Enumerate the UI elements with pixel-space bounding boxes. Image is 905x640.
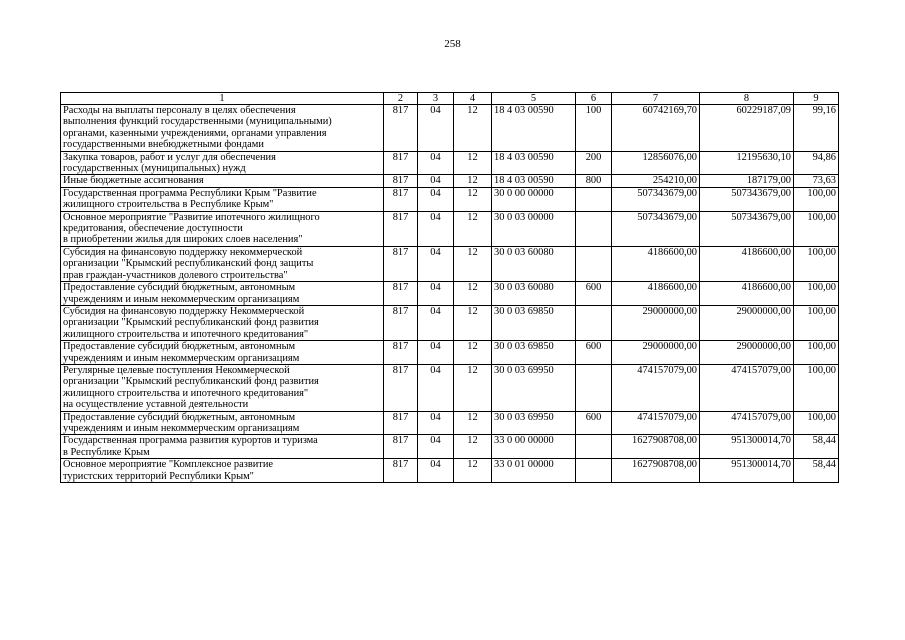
ministry-code-cell: 817 (384, 246, 418, 281)
expense-type-cell (576, 305, 612, 340)
executed-amount-cell: 474157079,00 (700, 364, 794, 411)
table-row (61, 187, 839, 211)
target-article-cell: 30 0 00 00000 (492, 187, 576, 211)
ministry-code-cell: 817 (384, 305, 418, 340)
executed-amount-cell: 29000000,00 (700, 305, 794, 340)
execution-percent-cell: 100,00 (794, 282, 839, 306)
target-article-cell: 30 0 03 69850 (492, 305, 576, 340)
ministry-code-cell: 817 (384, 364, 418, 411)
planned-amount-cell: 474157079,00 (612, 411, 700, 435)
table-row (61, 282, 839, 306)
row-name-cell: Основное мероприятие "Комплексное развитие туристских территорий Республики Крым" (61, 459, 384, 483)
planned-amount-cell: 60742169,70 (612, 105, 700, 152)
section-code-cell: 04 (418, 282, 454, 306)
subsection-code-cell: 12 (454, 305, 492, 340)
column-header: 7 (612, 93, 700, 105)
executed-amount-cell: 507343679,00 (700, 187, 794, 211)
execution-percent-cell: 100,00 (794, 411, 839, 435)
planned-amount-cell: 1627908708,00 (612, 459, 700, 483)
expense-type-cell (576, 435, 612, 459)
row-name-cell: Иные бюджетные ассигнования (61, 175, 384, 187)
execution-percent-cell: 100,00 (794, 246, 839, 281)
subsection-code-cell: 12 (454, 187, 492, 211)
executed-amount-cell: 60229187,09 (700, 105, 794, 152)
planned-amount-cell: 507343679,00 (612, 187, 700, 211)
planned-amount-cell: 254210,00 (612, 175, 700, 187)
section-code-cell: 04 (418, 246, 454, 281)
planned-amount-cell: 29000000,00 (612, 341, 700, 365)
column-header: 4 (454, 93, 492, 105)
target-article-cell: 33 0 00 00000 (492, 435, 576, 459)
planned-amount-cell: 507343679,00 (612, 211, 700, 246)
executed-amount-cell: 12195630,10 (700, 151, 794, 175)
row-name-cell: Субсидия на финансовую поддержку Некоммерческой организации "Крымский республиканский фонд развития жилищного строительства и ипотечного кредитования" (61, 305, 384, 340)
execution-percent-cell: 100,00 (794, 364, 839, 411)
table-row (61, 175, 839, 187)
planned-amount-cell: 29000000,00 (612, 305, 700, 340)
target-article-cell: 30 0 03 69950 (492, 411, 576, 435)
ministry-code-cell: 817 (384, 151, 418, 175)
ministry-code-cell: 817 (384, 341, 418, 365)
subsection-code-cell: 12 (454, 364, 492, 411)
execution-percent-cell: 100,00 (794, 187, 839, 211)
section-code-cell: 04 (418, 435, 454, 459)
column-header: 5 (492, 93, 576, 105)
section-code-cell: 04 (418, 211, 454, 246)
expense-type-cell: 600 (576, 282, 612, 306)
ministry-code-cell: 817 (384, 211, 418, 246)
column-header: 2 (384, 93, 418, 105)
subsection-code-cell: 12 (454, 246, 492, 281)
section-code-cell: 04 (418, 105, 454, 152)
section-code-cell: 04 (418, 341, 454, 365)
column-header: 8 (700, 93, 794, 105)
expense-type-cell: 600 (576, 411, 612, 435)
table-row (61, 105, 839, 152)
budget-table (60, 92, 839, 483)
expense-type-cell (576, 364, 612, 411)
subsection-code-cell: 12 (454, 211, 492, 246)
target-article-cell: 30 0 03 00000 (492, 211, 576, 246)
ministry-code-cell: 817 (384, 105, 418, 152)
subsection-code-cell: 12 (454, 282, 492, 306)
section-code-cell: 04 (418, 151, 454, 175)
target-article-cell: 18 4 03 00590 (492, 105, 576, 152)
expense-type-cell (576, 187, 612, 211)
section-code-cell: 04 (418, 175, 454, 187)
row-name-cell: Предоставление субсидий бюджетным, автономным учреждениям и иным некоммерческим организациям (61, 341, 384, 365)
subsection-code-cell: 12 (454, 175, 492, 187)
table-row (61, 459, 839, 483)
ministry-code-cell: 817 (384, 411, 418, 435)
column-header: 6 (576, 93, 612, 105)
ministry-code-cell: 817 (384, 187, 418, 211)
expense-type-cell: 200 (576, 151, 612, 175)
subsection-code-cell: 12 (454, 105, 492, 152)
row-name-cell: Субсидия на финансовую поддержку некоммерческой организации "Крымский республиканский фонд защиты прав граждан-участников долевого строительства" (61, 246, 384, 281)
table-row (61, 246, 839, 281)
planned-amount-cell: 1627908708,00 (612, 435, 700, 459)
row-name-cell: Основное мероприятие "Развитие ипотечного жилищного кредитования, обеспечение доступности в приобретении жилья для широких слоев населения" (61, 211, 384, 246)
table-header (61, 93, 839, 105)
execution-percent-cell: 100,00 (794, 305, 839, 340)
section-code-cell: 04 (418, 459, 454, 483)
target-article-cell: 18 4 03 00590 (492, 151, 576, 175)
executed-amount-cell: 4186600,00 (700, 282, 794, 306)
table-row (61, 211, 839, 246)
expense-type-cell: 800 (576, 175, 612, 187)
column-header: 1 (61, 93, 384, 105)
target-article-cell: 18 4 03 00590 (492, 175, 576, 187)
target-article-cell: 30 0 03 69850 (492, 341, 576, 365)
execution-percent-cell: 100,00 (794, 341, 839, 365)
row-name-cell: Государственная программа развития курортов и туризма в Республике Крым (61, 435, 384, 459)
subsection-code-cell: 12 (454, 151, 492, 175)
row-name-cell: Закупка товаров, работ и услуг для обеспечения государственных (муниципальных) нужд (61, 151, 384, 175)
executed-amount-cell: 474157079,00 (700, 411, 794, 435)
executed-amount-cell: 951300014,70 (700, 435, 794, 459)
ministry-code-cell: 817 (384, 459, 418, 483)
row-name-cell: Расходы на выплаты персоналу в целях обеспечения выполнения функций государственными (муниципальными) органами, казенными учреждениями, органами управления государственными внебюджетными фондами (61, 105, 384, 152)
table-row (61, 364, 839, 411)
expense-type-cell (576, 211, 612, 246)
section-code-cell: 04 (418, 187, 454, 211)
column-header: 3 (418, 93, 454, 105)
row-name-cell: Предоставление субсидий бюджетным, автономным учреждениям и иным некоммерческим организациям (61, 411, 384, 435)
execution-percent-cell: 58,44 (794, 459, 839, 483)
planned-amount-cell: 4186600,00 (612, 246, 700, 281)
section-code-cell: 04 (418, 364, 454, 411)
expense-type-cell (576, 459, 612, 483)
column-header: 9 (794, 93, 839, 105)
table-row (61, 435, 839, 459)
row-name-cell: Предоставление субсидий бюджетным, автономным учреждениям и иным некоммерческим организациям (61, 282, 384, 306)
execution-percent-cell: 73,63 (794, 175, 839, 187)
execution-percent-cell: 100,00 (794, 211, 839, 246)
page-number: 258 (444, 38, 461, 50)
execution-percent-cell: 99,16 (794, 105, 839, 152)
row-name-cell: Государственная программа Республики Крым "Развитие жилищного строительства в Республике Крым" (61, 187, 384, 211)
subsection-code-cell: 12 (454, 411, 492, 435)
table-body (61, 105, 839, 483)
subsection-code-cell: 12 (454, 459, 492, 483)
planned-amount-cell: 4186600,00 (612, 282, 700, 306)
target-article-cell: 30 0 03 60080 (492, 246, 576, 281)
executed-amount-cell: 187179,00 (700, 175, 794, 187)
target-article-cell: 30 0 03 60080 (492, 282, 576, 306)
executed-amount-cell: 951300014,70 (700, 459, 794, 483)
execution-percent-cell: 94,86 (794, 151, 839, 175)
ministry-code-cell: 817 (384, 282, 418, 306)
executed-amount-cell: 29000000,00 (700, 341, 794, 365)
expense-type-cell: 600 (576, 341, 612, 365)
section-code-cell: 04 (418, 411, 454, 435)
executed-amount-cell: 4186600,00 (700, 246, 794, 281)
table-row (61, 151, 839, 175)
section-code-cell: 04 (418, 305, 454, 340)
ministry-code-cell: 817 (384, 175, 418, 187)
ministry-code-cell: 817 (384, 435, 418, 459)
table-row (61, 305, 839, 340)
expense-type-cell: 100 (576, 105, 612, 152)
table-row (61, 411, 839, 435)
expense-type-cell (576, 246, 612, 281)
header-row (61, 93, 839, 105)
target-article-cell: 33 0 01 00000 (492, 459, 576, 483)
table-row (61, 341, 839, 365)
planned-amount-cell: 474157079,00 (612, 364, 700, 411)
execution-percent-cell: 58,44 (794, 435, 839, 459)
subsection-code-cell: 12 (454, 435, 492, 459)
row-name-cell: Регулярные целевые поступления Некоммерческой организации "Крымский республиканский фонд развития жилищного строительства и ипотечного кредитования" на осуществление уставной деятельности (61, 364, 384, 411)
executed-amount-cell: 507343679,00 (700, 211, 794, 246)
target-article-cell: 30 0 03 69950 (492, 364, 576, 411)
subsection-code-cell: 12 (454, 341, 492, 365)
planned-amount-cell: 12856076,00 (612, 151, 700, 175)
